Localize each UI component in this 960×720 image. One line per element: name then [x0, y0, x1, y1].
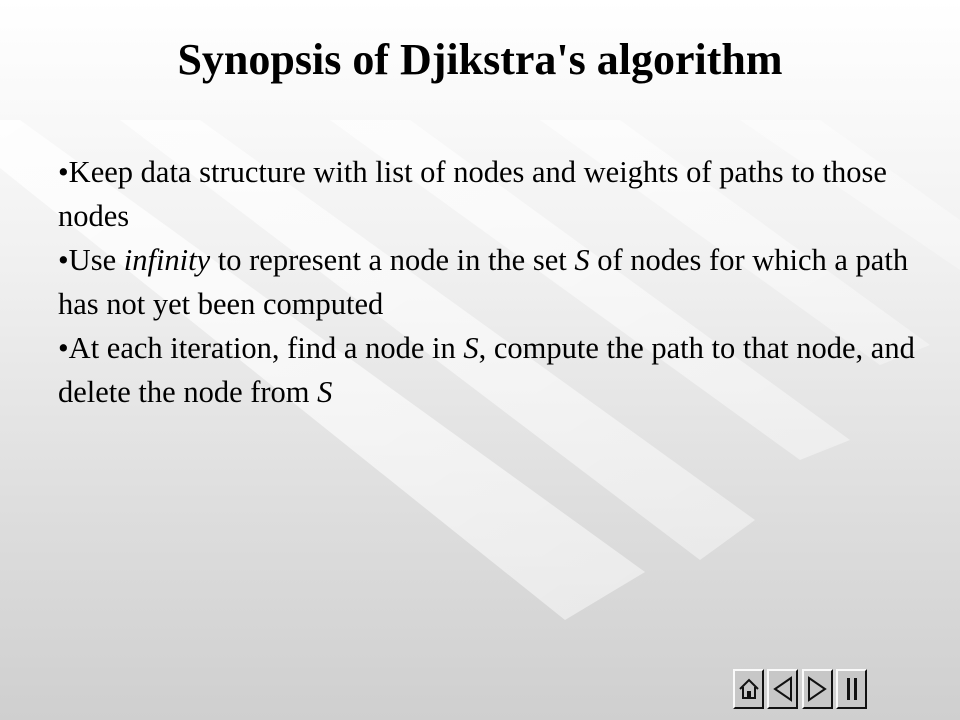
slide-navigation [733, 669, 867, 710]
bullet-item [58, 150, 953, 238]
italic-term: infinity [123, 243, 211, 277]
home-button[interactable] [733, 669, 764, 709]
end-icon [839, 675, 863, 703]
last-button[interactable] [836, 669, 867, 709]
home-icon [737, 677, 761, 701]
bullet-text: •Keep data structure with list of nodes and weights of paths to those nodes [58, 155, 887, 233]
italic-term: S [574, 243, 590, 277]
triangle-left-icon [771, 675, 795, 703]
italic-term: S [463, 331, 479, 365]
bullet-list [58, 150, 953, 414]
bullet-item [58, 326, 953, 414]
bullet-text: of nodes for which a path has not yet been computed [58, 243, 909, 321]
next-button[interactable] [802, 669, 833, 709]
triangle-right-icon [805, 675, 829, 703]
bullet-text: , compute the path to that node, and delete the node from [58, 331, 915, 409]
italic-term: S [317, 375, 333, 409]
slide-title: Synopsis of Djikstra's algorithm [177, 35, 783, 84]
bullet-item [58, 238, 953, 326]
bullet-text: to represent a node in the set [210, 243, 575, 277]
previous-button[interactable] [767, 669, 798, 709]
bullet-text: •Use [58, 243, 124, 277]
bullet-text: •At each iteration, find a node in [58, 331, 464, 365]
